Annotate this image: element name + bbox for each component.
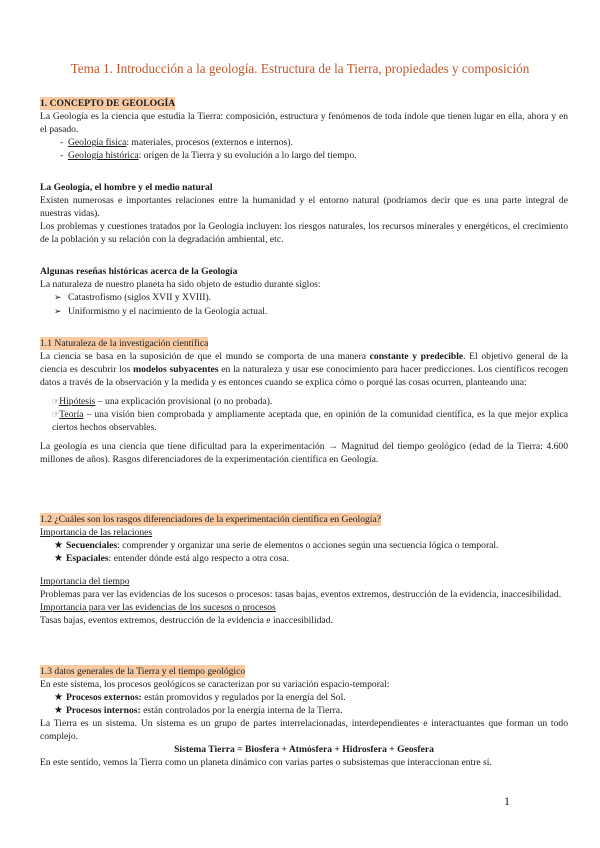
list-item bbox=[40, 408, 568, 434]
page-number: 1 bbox=[504, 794, 510, 808]
list-term: Procesos internos: bbox=[66, 705, 141, 716]
pointing-hand-icon: ☞ bbox=[52, 397, 60, 406]
pointing-hand-icon: ☞ bbox=[52, 410, 60, 419]
section-heading: 1.1 Naturaleza de la investigación científica bbox=[40, 338, 209, 349]
list-text: : materiales, procesos (externos e internos). bbox=[126, 137, 293, 148]
subheading: Importancia para ver las evidencias de los sucesos o procesos bbox=[40, 602, 276, 613]
list-term: Hipótesis bbox=[59, 396, 96, 407]
section-historia bbox=[40, 265, 568, 319]
section-1-1 bbox=[40, 337, 568, 466]
section-heading: 1.3 datos generales de la Tierra y el tiempo geológico bbox=[40, 666, 246, 677]
list-text: : entender dónde está algo respecto a otra cosa. bbox=[108, 553, 289, 564]
paragraph bbox=[40, 350, 568, 389]
list-text: Uniformismo y el nacimiento de la Geología actual. bbox=[68, 306, 268, 317]
section-heading: 1.2 ¿Cuáles son los rasgos diferenciadores de la experimentación científica en Geología? bbox=[40, 514, 381, 525]
list-text: : origen de la Tierra y su evolución a lo largo del tiempo. bbox=[138, 150, 357, 161]
paragraph: Problemas para ver las evidencias de los sucesos o procesos: tasas bajas, eventos extremos, destrucción de la evidencia, inaccesibilidad. bbox=[40, 589, 562, 600]
dash-icon: - bbox=[60, 137, 64, 148]
paragraph: Tasas bajas, eventos extremos, destrucción de la evidencia e inaccesibilidad. bbox=[40, 615, 333, 626]
section-1-3 bbox=[40, 665, 568, 769]
list-term: Procesos externos: bbox=[66, 692, 142, 703]
star-icon: ★ bbox=[54, 540, 63, 551]
text-run: . El objetivo general de la ciencia es descubrir los bbox=[40, 351, 568, 375]
list-text: – una visión bien comprobada y ampliamente aceptada que, en opinión de la comunidad científica, es la que mejor explica ciertos hechos observables. bbox=[52, 409, 568, 433]
paragraph: Existen numerosas e importantes relaciones entre la humanidad y el entorno natural (podríamos decir que es una parte integral de nuestras vidas). bbox=[40, 195, 568, 219]
paragraph: La naturaleza de nuestro planeta ha sido objeto de estudio durante siglos: bbox=[40, 279, 321, 290]
formula: Sistema Tierra = Biosfera + Atmósfera + Hidrosfera + Geosfera bbox=[174, 744, 434, 755]
arrow-bullet-icon: ➢ bbox=[54, 307, 62, 317]
star-icon: ★ bbox=[54, 553, 63, 564]
list-item bbox=[40, 291, 568, 305]
list-text: están controlados por la energía interna de la Tierra. bbox=[140, 705, 343, 716]
section-concepto bbox=[40, 97, 568, 162]
list-text: están promovidos y regulados por la energía del Sol. bbox=[141, 692, 346, 703]
document-title: Tema 1. Introducción a la geología. Estructura de la Tierra, propiedades y composición bbox=[70, 61, 530, 76]
list-term: Espaciales bbox=[66, 553, 109, 564]
list-item bbox=[40, 136, 568, 149]
section-1-2 bbox=[40, 513, 568, 627]
paragraph: Los problemas y cuestiones tratados por la Geología incluyen: los riesgos naturales, los recursos minerales y energéticos, el crecimiento de la población y su relación con la degradación ambiental, etc. bbox=[40, 221, 568, 245]
star-icon: ★ bbox=[54, 692, 63, 703]
list-item bbox=[40, 552, 568, 565]
subsection-heading: La Geología, el hombre y el medio natural bbox=[40, 182, 213, 193]
paragraph: La Tierra es un sistema. Un sistema es un grupo de partes interrelacionadas, interdependientes e interactuantes que forman un todo complejo. bbox=[40, 718, 568, 742]
section-heading: 1. CONCEPTO DE GEOLOGÍA bbox=[40, 98, 176, 109]
arrow-bullet-icon: ➢ bbox=[54, 293, 62, 303]
text-run: en la naturaleza y usar ese conocimiento para hacer predicciones. Los científicos recogen datos a través de la observación y la medida y es entonces cuando se explica cómo o porqué las cosas ocurren, planteando una: bbox=[40, 364, 568, 388]
dash-icon: - bbox=[60, 150, 64, 161]
paragraph: La geología es una ciencia que tiene dificultad para la experimentación → Magnitud del tiempo geológico (edad de la Tierra: 4.600 millones de años). Rasgos diferenciadores de la experimentación científica en Geología. bbox=[40, 441, 568, 465]
list-term: Secuenciales bbox=[66, 540, 118, 551]
list-term: Teoría bbox=[59, 409, 84, 420]
list-text: – una explicación provisional (o no probada). bbox=[95, 396, 273, 407]
section-hombre bbox=[40, 181, 568, 246]
star-icon: ★ bbox=[54, 705, 63, 716]
text-run: modelos subyacentes bbox=[133, 364, 219, 375]
list-item bbox=[40, 704, 568, 717]
list-item bbox=[40, 149, 568, 162]
list-item bbox=[40, 305, 568, 319]
list-text: : comprender y organizar una serie de elementos o acciones según una secuencia lógica o temporal. bbox=[117, 540, 499, 551]
list-item bbox=[40, 395, 568, 408]
subheading: Importancia del tiempo bbox=[40, 576, 130, 587]
subsection-heading: Algunas reseñas históricas acerca de la Geología bbox=[40, 266, 238, 277]
list-text: Catastrofismo (siglos XVII y XVIII). bbox=[68, 292, 212, 303]
paragraph: En este sistema, los procesos geológicos se caracterizan por su variación espacio-temporal: bbox=[40, 679, 390, 690]
paragraph: La Geología es la ciencia que estudia la Tierra: composición, estructura y fenómenos de toda índole que tienen lugar en ella, ahora y en el pasado. bbox=[40, 111, 568, 135]
text-run: constante y predecible bbox=[369, 351, 464, 362]
text-run: La ciencia se basa en la suposición de que el mundo se comporta de una manera bbox=[40, 351, 370, 362]
list-item bbox=[40, 691, 568, 704]
subheading: Importancia de las relaciones bbox=[40, 527, 153, 538]
list-term: Geología física bbox=[68, 137, 127, 148]
list-item bbox=[40, 539, 568, 552]
paragraph: En este sentido, vemos la Tierra como un planeta dinámico con varias partes o subsistemas que interaccionan entre sí. bbox=[40, 757, 492, 768]
list-term: Geología histórica bbox=[68, 150, 139, 161]
